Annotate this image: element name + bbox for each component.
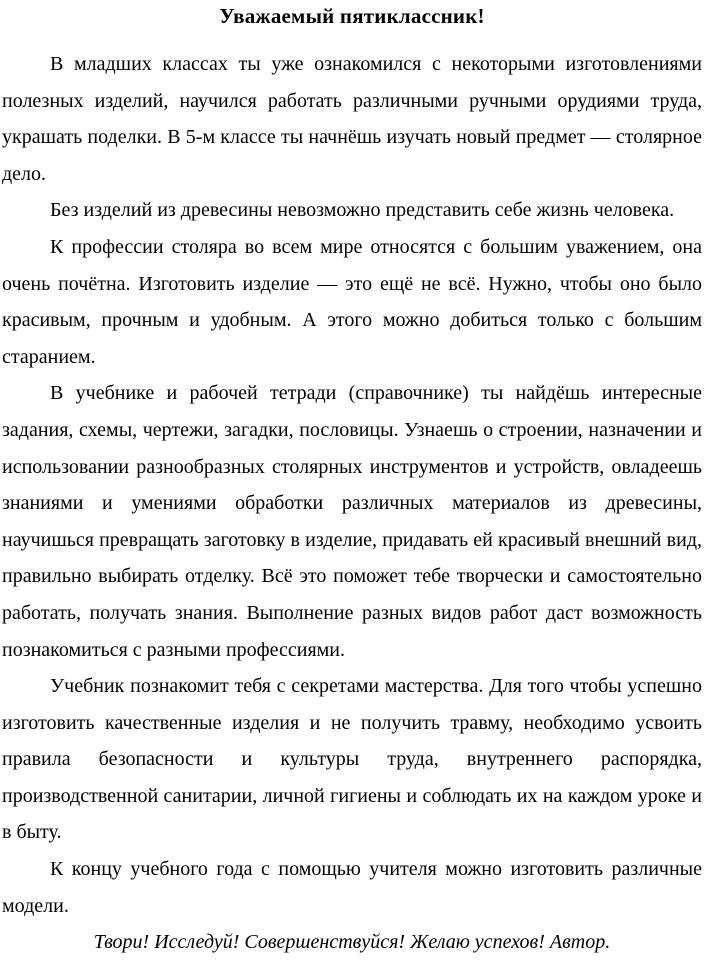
paragraph-carpenter-profession: К профессии столяра во всем мире относятся с большим уважением, она очень почётна. Изготовить изделие — это ещё не всё. Нужно, чтобы оно было красивым, прочным и удобным. А этого можно добиться только с большим старанием. [2, 235, 702, 368]
paragraph-year-end: К концу учебного года с помощью учителя можно изготовить различные модели. [2, 858, 702, 917]
document-title: Уважаемый пятиклассник! [219, 4, 485, 28]
paragraph-intro: В младших классах ты уже ознакомился с некоторыми изготовлениями полезных изделий, научился работать различными ручными орудиями труда, украшать поделки. В 5-м классе ты начнёшь изучать новый предмет — столярное дело. [2, 53, 702, 185]
paragraph-safety-rules: Учебник познакомит тебя с секретами мастерства. Для того чтобы успешно изготовить качественные изделия и не получить травму, необходимо усвоить правила безопасности и культуры труда, внутреннего распорядка, производственной санитарии, личной гигиены и соблюдать их на каждом уроке и в быту. [2, 675, 702, 844]
paragraph-wood-products: Без изделий из древесины невозможно представить себе жизнь человека. [50, 199, 675, 222]
paragraph-textbook-content: В учебнике и рабочей тетради (справочнике) ты найдёшь интересные задания, схемы, чертежи, загадки, пословицы. Узнаешь о строении, назначении и использовании разнообразных столярных инструментов и устройств, овладеешь знаниями и умениями обработки различных материалов из древесины, научишься превращать заготовку в изделие, придавать ей красивый внешний вид, правильно выбирать отделку. Всё это поможет тебе творчески и самостоятельно работать, получать знания. Выполнение разных видов работ даст возможность познакомиться с разными профессиями. [2, 382, 702, 661]
closing-line: Твори! Исследуй! Совершенствуйся! Желаю успехов! Автор. [93, 931, 611, 954]
